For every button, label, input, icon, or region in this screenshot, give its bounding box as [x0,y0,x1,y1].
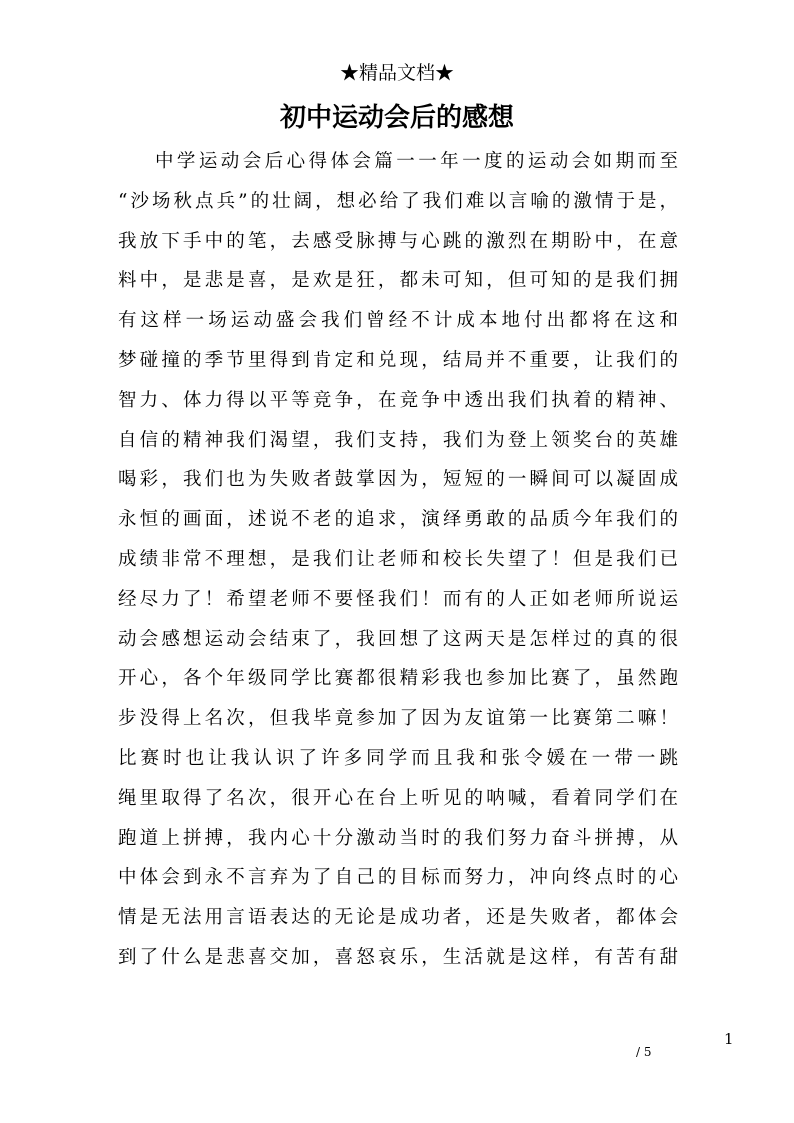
body-line: 情是无法用言语表达的无论是成功者，还是失败者，都体会 [118,907,678,929]
body-line: 自信的精神我们渴望，我们支持，我们为登上领奖台的英雄 [118,429,678,451]
body-line: 成绩非常不理想，是我们让老师和校长失望了！但是我们已 [118,548,678,570]
body-line: 喝彩，我们也为失败者鼓掌因为，短短的一瞬间可以凝固成 [118,469,678,491]
body-line: 到了什么是悲喜交加，喜怒哀乐，生活就是这样，有苦有甜 [118,946,678,968]
body-line: 动会感想运动会结束了，我回想了这两天是怎样过的真的很 [118,628,678,650]
body-line: “沙场秋点兵”的壮阔，想必给了我们难以言喻的激情于是， [118,190,678,212]
body-line: 开心，各个年级同学比赛都很精彩我也参加比赛了，虽然跑 [118,668,678,690]
body-line: 我放下手中的笔，去感受脉搏与心跳的激烈在期盼中，在意 [118,230,678,252]
document-title: 初中运动会后的感想 [279,103,514,133]
body-line: 经尽力了！希望老师不要怪我们！而有的人正如老师所说运 [118,588,678,610]
body-line: 绳里取得了名次，很开心在台上听见的呐喊，看着同学们在 [118,787,678,809]
body-text [118,142,678,978]
body-line: 中体会到永不言弃为了自己的目标而努力，冲向终点时的心 [118,867,678,889]
body-line: 比赛时也让我认识了许多同学而且我和张令媛在一带一跳 [118,747,678,769]
document-header: ★精品文档★ [339,62,454,84]
page-total: / 5 [636,1045,652,1059]
body-line: 中学运动会后心得体会篇一一年一度的运动会如期而至 [155,151,678,172]
page-number: 1 [724,1030,734,1048]
body-line: 有这样一场运动盛会我们曾经不计成本地付出都将在这和 [118,310,678,332]
body-line: 料中，是悲是喜，是欢是狂，都未可知，但可知的是我们拥 [118,270,678,292]
body-line: 步没得上名次，但我毕竟参加了因为友谊第一比赛第二嘛！ [118,708,678,730]
body-line: 跑道上拼搏，我内心十分激动当时的我们努力奋斗拼搏，从 [118,827,678,849]
body-line: 梦碰撞的季节里得到肯定和兑现，结局并不重要，让我们的 [118,349,678,371]
body-line: 永恒的画面，述说不老的追求，演绎勇敢的品质今年我们的 [118,509,678,531]
body-line: 智力、体力得以平等竞争，在竞争中透出我们执着的精神、 [118,389,678,411]
